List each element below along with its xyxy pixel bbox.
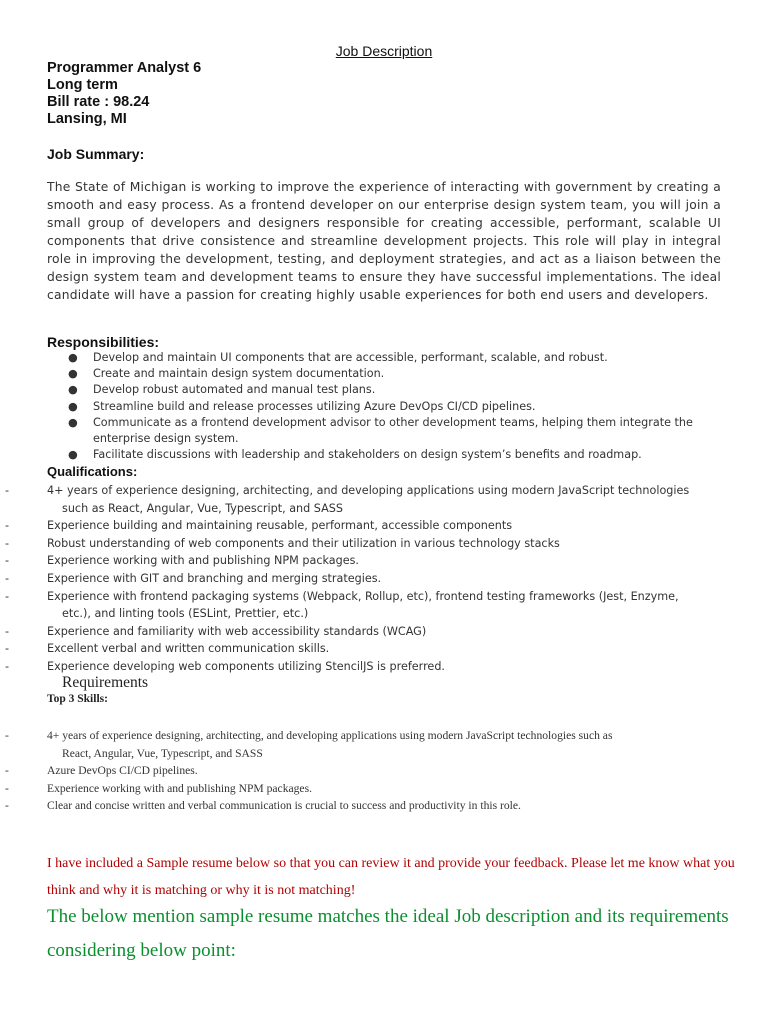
list-item: - Experience developing web components utilizing StencilJS is preferred. <box>0 658 768 676</box>
location-line: Lansing, MI <box>47 111 127 127</box>
qualifications-heading: Qualifications: <box>47 464 138 479</box>
position-title: Programmer Analyst 6 <box>47 60 202 76</box>
dash-marker: - <box>5 729 9 742</box>
list-item: - Experience building and maintaining reusable, performant, accessible components <box>0 517 768 535</box>
term-line: Long term <box>47 77 118 93</box>
responsibilities-heading: Responsibilities: <box>47 334 160 350</box>
top-skills-heading: Top 3 Skills: <box>47 693 108 705</box>
dash-marker: - <box>5 484 10 497</box>
list-item: ● Streamline build and release processes utilizing Azure DevOps CI/CD pipelines. <box>0 399 768 415</box>
dash-marker: - <box>5 781 9 795</box>
dash-marker: - <box>5 536 10 550</box>
dash-marker: - <box>5 764 9 777</box>
bullet-icon: ● <box>68 415 78 429</box>
dash-marker: - <box>5 571 10 585</box>
summary-heading: Job Summary: <box>47 146 145 162</box>
feedback-request-note: I have included a Sample resume below so that you can review it and provide your feedback. Please let me know what you think and why it is matching or why it is not matching! <box>47 856 735 898</box>
list-item: - Clear and concise written and verbal communication is crucial to success and productivity in this role. <box>0 797 768 815</box>
list-item: - Excellent verbal and written communication skills. <box>0 640 768 658</box>
list-item: - Experience working with and publishing NPM packages. <box>0 552 768 570</box>
bullet-icon: ● <box>68 367 78 381</box>
bullet-icon: ● <box>68 448 78 462</box>
responsibilities-list <box>0 350 768 463</box>
list-item: - 4+ years of experience designing, architecting, and developing applications using modern JavaScript technologies such as React, Angular, Vue, Typescript, and SASS <box>5 484 690 515</box>
list-item: - Robust understanding of web components and their utilization in various technology stacks <box>0 535 768 553</box>
list-item: - Experience working with and publishing NPM packages. <box>0 780 768 798</box>
bullet-icon: ● <box>68 399 78 413</box>
requirements-heading: Requirements <box>62 674 149 691</box>
qualifications-list <box>0 482 768 676</box>
dash-marker: - <box>5 554 10 568</box>
list-item: ● Develop robust automated and manual test plans. <box>0 382 768 398</box>
list-item: - Azure DevOps CI/CD pipelines. <box>0 762 768 780</box>
document-title: Job Description <box>335 43 433 59</box>
resume-match-statement: The below mention sample resume matches the ideal Job description and its requirements considering below point: <box>47 906 729 961</box>
list-item: ● Facilitate discussions with leadership and stakeholders on design system’s benefits and roadmap. <box>0 447 768 463</box>
dash-marker: - <box>5 659 10 673</box>
bill-rate-line: Bill rate : 98.24 <box>47 94 150 110</box>
list-item: - Experience with GIT and branching and merging strategies. <box>0 570 768 588</box>
list-item: - Experience and familiarity with web accessibility standards (WCAG) <box>0 623 768 641</box>
bullet-icon: ● <box>68 383 78 397</box>
list-item: ● Create and maintain design system documentation. <box>0 366 768 382</box>
dash-marker: - <box>5 642 10 656</box>
dash-marker: - <box>5 799 9 812</box>
list-item: ● Communicate as a frontend development advisor to other development teams, helping them integrate the enterprise design system. <box>68 415 693 446</box>
requirements-list <box>0 727 768 815</box>
dash-marker: - <box>5 519 10 533</box>
dash-marker: - <box>5 624 10 638</box>
summary-paragraph: The State of Michigan is working to improve the experience of interacting with government by creating a smooth and easy process. As a frontend developer on our enterprise design system team, you will join a small group of developers and designers responsible for creating accessible, performant, scalable UI components that drive consistence and streamline development projects. This role will play in integral role in improving the development, testing, and deployment strategies, and act as a liaison between the design system team and development teams to ensure they have successful implementations. The ideal candidate will have a passion for creating highly usable experiences for both end users and developers. <box>47 180 721 302</box>
list-item: - 4+ years of experience designing, architecting, and developing applications using modern JavaScript technologies such as React, Angular, Vue, Typescript, and SASS <box>5 729 613 760</box>
bullet-icon: ● <box>68 351 78 364</box>
list-item: ● Develop and maintain UI components that are accessible, performant, scalable, and robust. <box>0 350 768 366</box>
list-item: - Experience with frontend packaging systems (Webpack, Rollup, etc), frontend testing frameworks (Jest, Enzyme, etc.), and linting tools (ESLint, Prettier, etc.) <box>5 589 679 621</box>
dash-marker: - <box>5 589 10 603</box>
